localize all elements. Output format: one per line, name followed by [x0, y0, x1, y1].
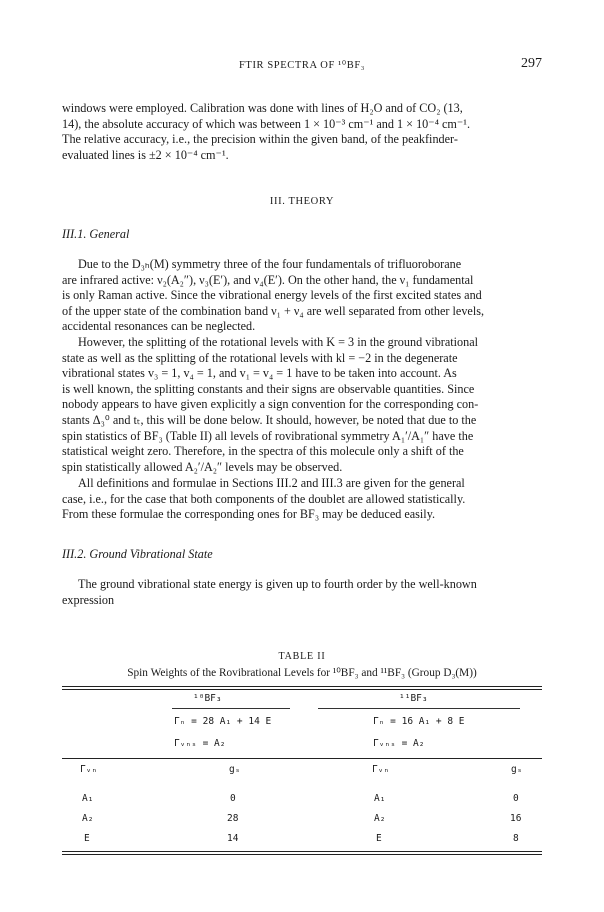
paragraph-ground-state [62, 577, 542, 608]
table-row-sym-right: A₂ [374, 813, 386, 824]
running-head-title: FTIR SPECTRA OF ¹⁰BF₃ [238, 60, 366, 71]
running-head [62, 56, 542, 76]
text-line: windows were employed. Calibration was done with lines of H₂O and of CO₂ (13, [62, 101, 463, 115]
text-line: The ground vibrational state energy is given up to fourth order by the well-known [78, 577, 477, 591]
text-line: expression [62, 592, 115, 607]
table-gamma-vns-left: Γᵥₙₛ = A₂ [174, 738, 226, 749]
text-line: stants Δ₃⁰ and tₜ, this will be done below. It should, however, be noted that due to the [62, 412, 477, 427]
table-bottom-rule-double [62, 854, 542, 855]
table-row-gs-left: 14 [227, 833, 239, 844]
text-line: are infrared active: ν₂(A₂″), ν₃(E′), and ν₄(E′). On the other hand, the ν₁ fundamental [62, 272, 474, 287]
text-line: spin statistically allowed A₂′/A₂″ levels may be observed. [62, 459, 343, 474]
text-line: evaluated lines is ±2 × 10⁻⁴ cm⁻¹. [62, 147, 229, 162]
table-group-rule-right [318, 708, 520, 709]
section-heading: III. THEORY [269, 196, 335, 207]
text-line: 14), the absolute accuracy of which was between 1 × 10⁻³ cm⁻¹ and 1 × 10⁻⁴ cm⁻¹. [62, 116, 471, 131]
table-top-rule [62, 686, 542, 687]
table-col-gamma-vn-right: Γᵥₙ [372, 764, 390, 775]
subsection-heading-ground-state: III.2. Ground Vibrational State [62, 547, 213, 561]
paragraph-definitions [62, 476, 542, 523]
paragraph-splitting [62, 335, 542, 475]
table-gamma-n-right: Γₙ = 16 A₁ + 8 E [373, 716, 465, 727]
table-row-gs-right: 16 [510, 813, 522, 824]
table-row-gs-left: 28 [227, 813, 239, 824]
text-line: nobody appears to have given explicitly a sign convention for the corresponding con- [62, 397, 479, 412]
text-line: state as well as the splitting of the rotational levels with kl = −2 in the degenerate [62, 350, 458, 365]
table-top-rule-double [62, 689, 542, 690]
text-line: From these formulae the corresponding ones for BF₃ may be deduced easily. [62, 507, 436, 522]
table-bottom-rule [62, 851, 542, 852]
table-gamma-n-left: Γₙ = 28 A₁ + 14 E [174, 716, 272, 727]
table-caption: Spin Weights of the Rovibrational Levels for ¹⁰BF₃ and ¹¹BF₃ (Group D₃(M)) [127, 667, 477, 679]
table-gamma-vns-right: Γᵥₙₛ = A₂ [373, 738, 425, 749]
table-row-sym-left: E [84, 833, 90, 844]
text-line: accidental resonances can be neglected. [62, 319, 256, 334]
text-line: Due to the D₃ₕ(M) symmetry three of the four fundamentals of trifluoroborane [78, 257, 462, 271]
table-col-gs-left: gₛ [229, 764, 241, 775]
table-group-rule-left [172, 708, 290, 709]
table-row-gs-left: 0 [230, 793, 236, 804]
table-col-gamma-vn-left: Γᵥₙ [80, 764, 98, 775]
text-line: The relative accuracy, i.e., the precision within the given band, of the peakfinder- [62, 132, 458, 147]
paragraph-calibration [62, 101, 542, 163]
text-line: statistical weight zero. Therefore, in the spectra of this molecule only a shift of the [62, 444, 464, 459]
table-row-sym-left: A₁ [82, 793, 94, 804]
text-line: is only Raman active. Since the vibrational energy levels of the first excited states and [62, 288, 482, 303]
text-line: is well known, the splitting constants and their signs are observable quantities. Since [62, 381, 475, 396]
paragraph-general [62, 257, 542, 335]
table-row-sym-right: A₁ [374, 793, 386, 804]
table-row-gs-right: 0 [513, 793, 519, 804]
table-col-gs-right: gₛ [511, 764, 523, 775]
table-header-11bf3: ¹¹BF₃ [399, 693, 428, 704]
table-mid-rule [62, 758, 542, 759]
text-line: However, the splitting of the rotational levels with K = 3 in the ground vibrational [78, 335, 479, 349]
table-row-gs-right: 8 [513, 833, 519, 844]
table-header-10bf3: ¹⁰BF₃ [193, 693, 222, 704]
text-line: spin statistics of BF₃ (Table II) all levels of rovibrational symmetry A₁′/A₁″ have the [62, 428, 474, 443]
text-line: case, i.e., for the case that both components of the doublet are allowed statistically. [62, 491, 466, 506]
table-row-sym-left: A₂ [82, 813, 94, 824]
page-number: 297 [521, 56, 542, 71]
subsection-heading-general: III.1. General [62, 227, 130, 241]
text-line: All definitions and formulae in Sections III.2 and III.3 are given for the general [78, 476, 465, 490]
text-line: of the upper state of the combination band ν₁ + ν₄ are well separated from other levels, [62, 303, 485, 318]
table-row-sym-right: E [376, 833, 382, 844]
text-line: vibrational states v₃ = 1, v₄ = 1, and v₁ = v₄ = 1 have to be taken into account. As [62, 366, 457, 381]
table-label: TABLE II [278, 651, 326, 662]
